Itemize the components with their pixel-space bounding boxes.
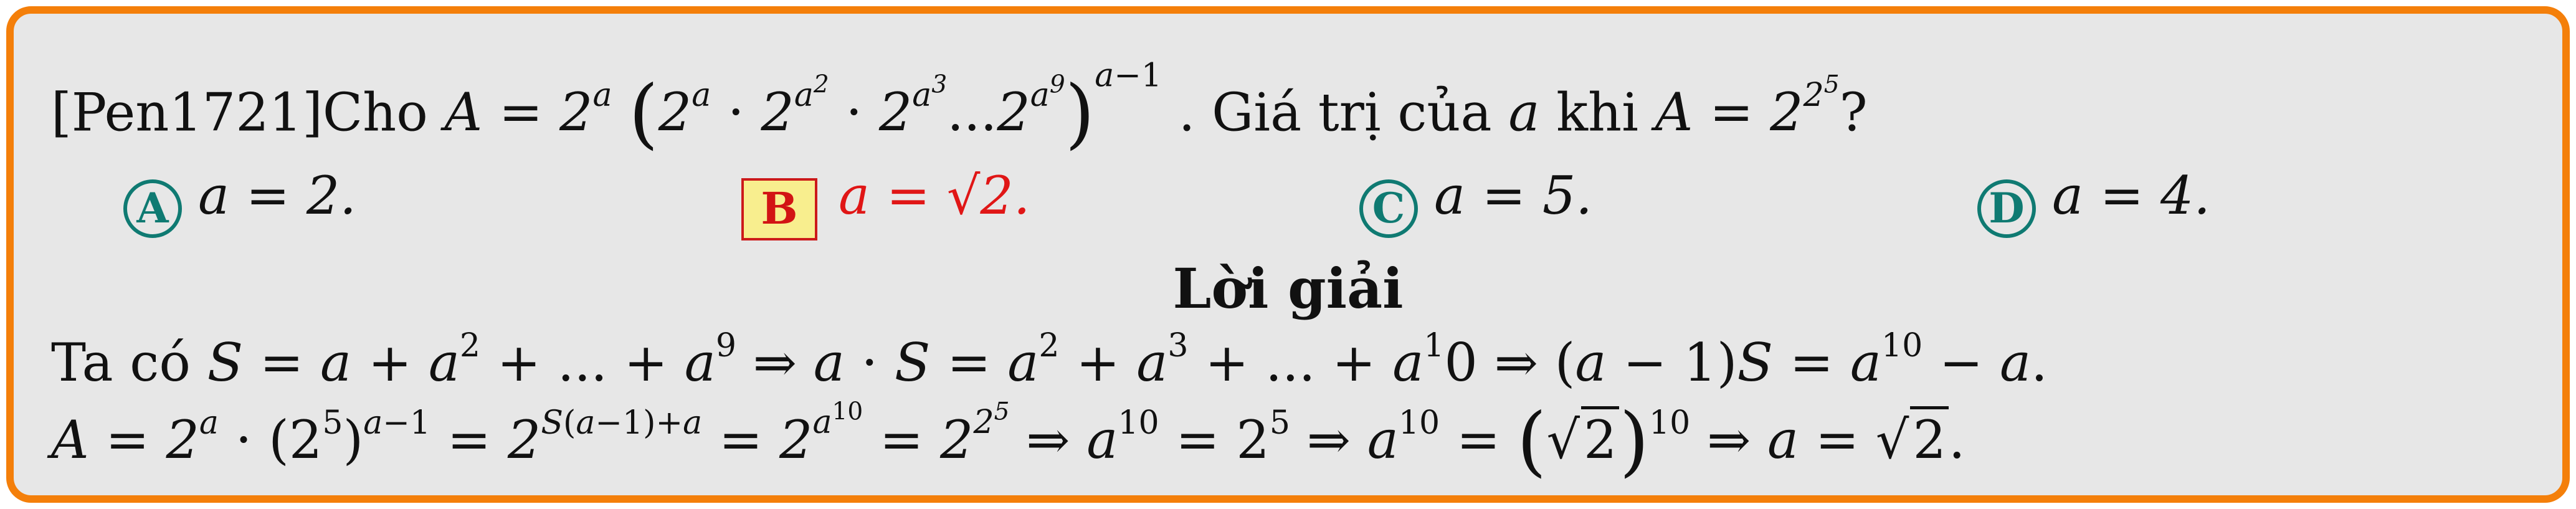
option-a-marker: A	[123, 179, 182, 238]
formula-A: $A = 2^a$ $(2^a \cdot 2^{a^2} \cdot 2^{a^3}...2^{a^9})^{a-1}$	[444, 57, 1162, 158]
question-var: a	[1508, 82, 1540, 143]
question-lead: Cho	[322, 82, 428, 143]
option-d-marker: D	[1977, 179, 2036, 238]
option-b-text: a = √2.	[839, 165, 1030, 226]
question-end: ?	[1839, 82, 1868, 143]
option-b-marker: B	[741, 178, 817, 240]
solution-formula-2: $A = 2^a \cdot (2^5)^{a-1} = 2^{S(a-1)+a} = 2^{a^{10}} = 2^{2^5}$ ⇒ $a^{10} = 2^5$ ⇒ $a^{10} = (√2)^{10}$ ⇒ a = √2.	[51, 396, 1965, 485]
question-tag: [Pen1721]	[51, 82, 323, 143]
question-card	[6, 6, 2570, 503]
option-d[interactable]	[1977, 165, 2211, 238]
option-c-marker: C	[1359, 179, 1418, 238]
question-line	[51, 57, 1868, 158]
formula-condition: $A = 2^{2^5}$	[1655, 70, 1840, 143]
solution-line-1	[51, 326, 2048, 393]
option-a[interactable]	[123, 165, 357, 238]
option-b[interactable]	[741, 165, 1030, 240]
option-d-text: a = 4.	[2052, 165, 2211, 226]
solution-formula-1: $S = a + a^2$ + ... + $a^9$ ⇒ $a \cdot S = a^2 + a^3$ + ... + $a^10$ ⇒ $(a - 1)S = a^{10} - a$.	[207, 326, 2048, 393]
option-a-text: a = 2.	[198, 165, 357, 226]
question-tail: . Giá trị của	[1178, 82, 1492, 143]
option-c[interactable]	[1359, 165, 1593, 238]
option-c-text: a = 5.	[1434, 165, 1593, 226]
solution-heading: Lời giải	[1172, 256, 1404, 321]
question-tail2: khi	[1556, 82, 1638, 143]
solution-line-2	[51, 396, 1965, 485]
solution-line-1-lead: Ta có	[51, 332, 191, 393]
